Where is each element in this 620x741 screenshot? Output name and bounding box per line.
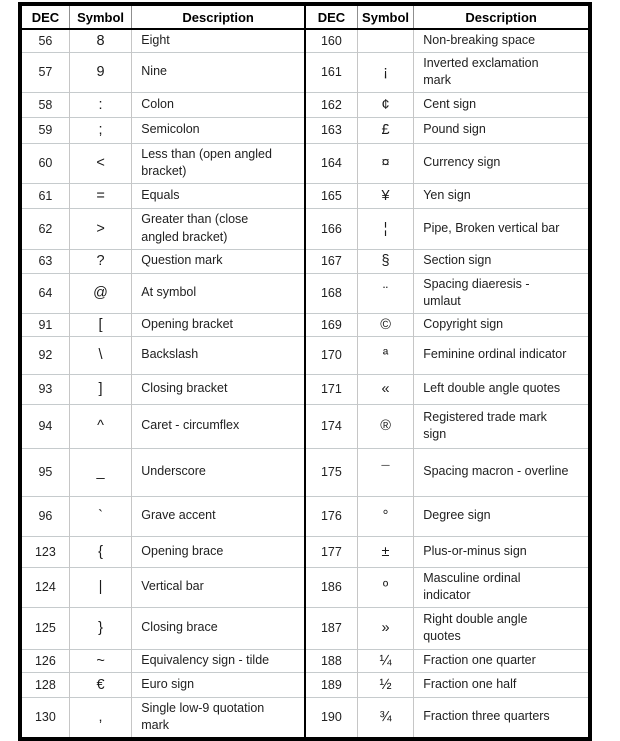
symbol-cell-right: ¦	[357, 208, 413, 249]
description-cell-right	[414, 29, 588, 52]
description-text: Inverted exclamation mark	[423, 55, 539, 88]
table-row	[22, 183, 588, 208]
description-text: Question mark	[141, 253, 223, 268]
table-row	[22, 672, 588, 697]
ascii-code-table	[22, 6, 588, 737]
symbol-cell-left: ‚	[69, 697, 131, 737]
description-text: Section sign	[423, 253, 492, 268]
description-cell-right	[414, 183, 588, 208]
description-cell-left	[132, 29, 305, 52]
description-cell-right	[414, 374, 588, 404]
description-cell-left	[132, 143, 305, 183]
description-cell-left	[132, 208, 305, 249]
description-cell-right	[414, 313, 588, 336]
description-cell-left	[132, 313, 305, 336]
symbol-cell-right: £	[357, 117, 413, 143]
description-text: At symbol	[141, 285, 197, 300]
description-cell-right	[414, 143, 588, 183]
table-row	[22, 649, 588, 672]
dec-cell-right: 177	[305, 536, 357, 567]
description-text: Backslash	[141, 347, 199, 362]
symbol-cell-left: ^	[69, 404, 131, 448]
description-text: Grave accent	[141, 508, 216, 523]
table-row	[22, 536, 588, 567]
symbol-cell-left: >	[69, 208, 131, 249]
description-text: Closing brace	[141, 620, 218, 635]
dec-cell-left: 95	[22, 448, 69, 496]
dec-cell-right: 163	[305, 117, 357, 143]
description-text: Greater than (close angled bracket)	[141, 212, 249, 244]
description-cell-right	[414, 273, 588, 313]
symbol-cell-right: ¤	[357, 143, 413, 183]
dec-cell-left: 91	[22, 313, 69, 336]
description-cell-left	[132, 672, 305, 697]
dec-cell-right: 186	[305, 567, 357, 607]
description-text: Copyright sign	[423, 316, 504, 331]
description-text: Euro sign	[141, 676, 195, 691]
description-text: Plus-or-minus sign	[423, 543, 527, 558]
description-text: Closing bracket	[141, 381, 228, 396]
description-cell-right	[414, 607, 588, 649]
table-row	[22, 607, 588, 649]
table-row	[22, 117, 588, 143]
dec-cell-left: 130	[22, 697, 69, 737]
symbol-cell-left: @	[69, 273, 131, 313]
dec-cell-left: 123	[22, 536, 69, 567]
dec-cell-left: 62	[22, 208, 69, 249]
description-text: Eight	[141, 33, 170, 47]
dec-cell-left: 64	[22, 273, 69, 313]
header-dec-right: DEC	[305, 6, 357, 29]
dec-cell-left: 56	[38, 33, 53, 48]
description-text: Masculine ordinal indicator	[423, 570, 521, 603]
symbol-cell-left: €	[69, 672, 131, 697]
dec-cell-right: 169	[305, 313, 357, 336]
description-cell-left	[132, 52, 305, 92]
table-row	[22, 313, 588, 336]
description-cell-right	[414, 536, 588, 567]
description-cell-left	[132, 183, 305, 208]
description-text: Non-breaking space	[423, 33, 536, 47]
description-text: Spacing diaeresis - umlaut	[423, 276, 530, 309]
description-text: Single low-9 quotation mark	[141, 700, 265, 733]
dec-cell-right: 174	[305, 404, 357, 448]
dec-cell-right: 165	[305, 183, 357, 208]
header-description-right: Description	[414, 6, 588, 29]
description-cell-left	[132, 607, 305, 649]
symbol-cell-left: ]	[69, 374, 131, 404]
description-text: Fraction three quarters	[423, 709, 550, 724]
symbol-cell-left: |	[69, 567, 131, 607]
dec-cell-right: 189	[305, 672, 357, 697]
dec-cell-right: 170	[305, 336, 357, 374]
description-text: Degree sign	[423, 508, 491, 523]
description-cell-left	[132, 92, 305, 117]
dec-cell-right: 176	[305, 496, 357, 536]
description-cell-left	[132, 336, 305, 374]
description-cell-left	[132, 374, 305, 404]
dec-cell-left: 128	[22, 672, 69, 697]
description-cell-left	[132, 649, 305, 672]
dec-cell-left: 57	[22, 52, 69, 92]
description-cell-right	[414, 249, 588, 273]
description-cell-left	[132, 404, 305, 448]
dec-cell-right: 171	[305, 374, 357, 404]
symbol-cell-right: ¨	[357, 273, 413, 313]
dec-cell-right: 168	[305, 273, 357, 313]
symbol-cell-right: «	[357, 374, 413, 404]
dec-cell-right: 188	[305, 649, 357, 672]
table-row	[22, 273, 588, 313]
dec-cell-left: 61	[22, 183, 69, 208]
dec-cell-left: 92	[22, 336, 69, 374]
symbol-cell-right: º	[357, 567, 413, 607]
header-symbol-left: Symbol	[69, 6, 131, 29]
description-cell-right	[414, 52, 588, 92]
dec-cell-left: 126	[22, 649, 69, 672]
description-cell-right	[414, 404, 588, 448]
description-text: Nine	[141, 64, 167, 79]
dec-cell-left: 124	[22, 567, 69, 607]
description-text: Pipe, Broken vertical bar	[423, 220, 560, 235]
dec-cell-right: 161	[305, 52, 357, 92]
dec-cell-left: 96	[22, 496, 69, 536]
description-text: Pound sign	[423, 122, 486, 137]
dec-cell-right: 175	[305, 448, 357, 496]
description-text: Left double angle quotes	[423, 381, 561, 396]
description-text: Cent sign	[423, 96, 477, 111]
description-text: Fraction one half	[423, 676, 517, 691]
dec-cell-right: 166	[305, 208, 357, 249]
symbol-cell-right: ¾	[357, 697, 413, 737]
description-text: Spacing macron - overline	[423, 464, 569, 479]
description-cell-right	[414, 649, 588, 672]
symbol-cell-left: ~	[69, 649, 131, 672]
description-text: Vertical bar	[141, 579, 204, 594]
dec-cell-left: 63	[22, 249, 69, 273]
dec-cell-left: 58	[22, 92, 69, 117]
symbol-cell-right: ¢	[357, 92, 413, 117]
description-text: Equivalency sign - tilde	[141, 652, 270, 667]
table-row	[22, 92, 588, 117]
table-row	[22, 374, 588, 404]
symbol-cell-right: ½	[357, 672, 413, 697]
table-row	[22, 336, 588, 374]
symbol-cell-left: <	[69, 143, 131, 183]
dec-cell-left: 94	[22, 404, 69, 448]
dec-cell-right: 162	[305, 92, 357, 117]
description-cell-right	[414, 496, 588, 536]
symbol-cell-left: ?	[69, 249, 131, 273]
description-cell-left	[132, 567, 305, 607]
table-row	[22, 567, 588, 607]
symbol-cell-left: `	[69, 496, 131, 536]
symbol-cell-right: ©	[357, 313, 413, 336]
description-text: Right double angle quotes	[423, 611, 528, 644]
dec-cell-left: 93	[22, 374, 69, 404]
description-cell-left	[132, 249, 305, 273]
description-text: Colon	[141, 96, 174, 111]
description-text: Equals	[141, 187, 180, 202]
header-description-left: Description	[132, 6, 305, 29]
description-cell-left	[132, 448, 305, 496]
ascii-table-wrapper	[18, 2, 592, 741]
table-row	[22, 697, 588, 737]
table-row	[22, 208, 588, 249]
description-text: Currency sign	[423, 155, 501, 170]
symbol-cell-right: ¡	[357, 52, 413, 92]
table-row	[22, 249, 588, 273]
dec-cell-left: 60	[22, 143, 69, 183]
table-row	[22, 52, 588, 92]
table-row	[22, 404, 588, 448]
symbol-cell-right: ¥	[357, 183, 413, 208]
symbol-cell-left: _	[69, 448, 131, 496]
symbol-cell-right: »	[357, 607, 413, 649]
symbol-cell-left: 8	[69, 29, 131, 52]
symbol-cell-left: [	[69, 313, 131, 336]
symbol-cell-right: ±	[357, 536, 413, 567]
table-row	[22, 29, 588, 52]
description-cell-right	[414, 336, 588, 374]
symbol-cell-right: °	[357, 496, 413, 536]
description-cell-left	[132, 697, 305, 737]
description-text: Registered trade mark sign	[423, 409, 547, 442]
description-cell-left	[132, 536, 305, 567]
symbol-cell-left: ;	[69, 117, 131, 143]
description-cell-right	[414, 448, 588, 496]
dec-cell-right: 190	[305, 697, 357, 737]
dec-cell-right: 167	[305, 249, 357, 273]
dec-cell-right: 164	[305, 143, 357, 183]
symbol-cell-right: ¼	[357, 649, 413, 672]
description-cell-right	[414, 672, 588, 697]
symbol-cell-right	[357, 29, 413, 52]
symbol-cell-left: {	[69, 536, 131, 567]
description-text: Less than (open angled bracket)	[141, 146, 272, 179]
symbol-cell-right: §	[357, 249, 413, 273]
dec-cell-right: 187	[305, 607, 357, 649]
symbol-cell-right: ª	[357, 336, 413, 374]
symbol-cell-left: \	[69, 336, 131, 374]
header-row	[22, 6, 588, 29]
description-cell-right	[414, 208, 588, 249]
description-cell-right	[414, 92, 588, 117]
symbol-cell-left: :	[69, 92, 131, 117]
dec-cell-right: 160	[305, 29, 357, 52]
symbol-cell-right: ¯	[357, 448, 413, 496]
dec-cell-left: 125	[22, 607, 69, 649]
symbol-cell-left: 9	[69, 52, 131, 92]
description-cell-left	[132, 273, 305, 313]
description-text: Fraction one quarter	[423, 652, 536, 667]
description-text: Opening brace	[141, 543, 224, 558]
description-cell-left	[132, 496, 305, 536]
table-body	[22, 29, 588, 737]
description-text: Semicolon	[141, 122, 200, 137]
description-text: Yen sign	[423, 187, 471, 202]
description-cell-right	[414, 697, 588, 737]
description-text: Feminine ordinal indicator	[423, 347, 567, 362]
table-row	[22, 143, 588, 183]
header-dec-left: DEC	[22, 6, 69, 29]
symbol-cell-right: ®	[357, 404, 413, 448]
description-cell-right	[414, 567, 588, 607]
table-row	[22, 448, 588, 496]
description-text: Opening bracket	[141, 316, 233, 331]
header-symbol-right: Symbol	[357, 6, 413, 29]
symbol-cell-left: =	[69, 183, 131, 208]
symbol-cell-left: }	[69, 607, 131, 649]
dec-cell-left: 59	[22, 117, 69, 143]
description-cell-right	[414, 117, 588, 143]
description-text: Caret - circumflex	[141, 418, 240, 433]
description-text: Underscore	[141, 464, 206, 479]
description-cell-left	[132, 117, 305, 143]
table-row	[22, 496, 588, 536]
